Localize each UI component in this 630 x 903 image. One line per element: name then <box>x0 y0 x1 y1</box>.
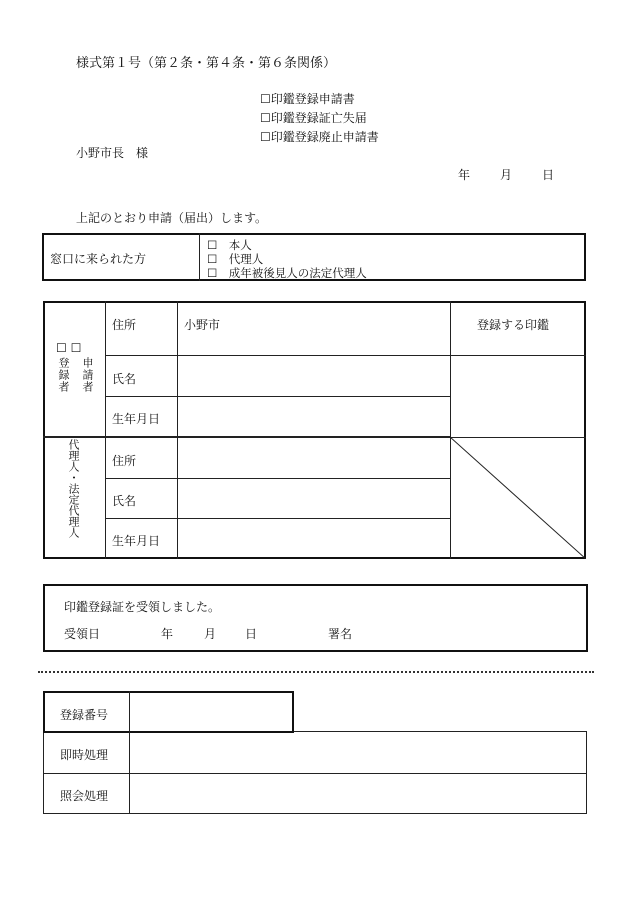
birth-label: 生年月日 <box>112 412 161 426</box>
address-value[interactable]: 小野市 <box>184 318 221 332</box>
immediate-label: 即時処理 <box>60 748 109 762</box>
seal-na-diagonal <box>450 437 586 559</box>
receipt-month: 月 <box>204 627 217 641</box>
inquiry-label: 照会処理 <box>60 789 109 803</box>
date-month: 月 <box>500 168 513 182</box>
address-label: 住所 <box>112 318 137 332</box>
seal-label: 登録する印鑑 <box>477 318 550 332</box>
option-seal-registration[interactable]: ☐印鑑登録申請書 <box>260 92 355 106</box>
reg-number-label: 登録番号 <box>60 708 109 722</box>
visitor-label: 窓口に来られた方 <box>50 252 147 266</box>
receipt-date-label: 受領日 <box>64 627 101 641</box>
receipt-year: 年 <box>161 627 174 641</box>
agent-birth-label: 生年月日 <box>112 534 161 548</box>
visitor-option-agent[interactable]: ☐ 代理人 <box>207 252 264 266</box>
visitor-option-self[interactable]: ☐ 本人 <box>207 238 252 252</box>
registrant-label: 登録者 <box>57 357 70 393</box>
receipt-box <box>43 584 588 652</box>
agent-address-label: 住所 <box>112 454 137 468</box>
agent-label: 代理人・法定代理人 <box>67 439 80 538</box>
cut-line <box>38 671 594 673</box>
option-registration-abolition[interactable]: ☐印鑑登録廃止申請書 <box>260 130 379 144</box>
name-label: 氏名 <box>112 372 137 386</box>
intro-text: 上記のとおり申請（届出）します。 <box>76 211 268 225</box>
receipt-day: 日 <box>245 627 258 641</box>
form-number: 様式第１号（第２条・第４条・第６条関係） <box>76 56 337 71</box>
visitor-option-guardian[interactable]: ☐ 成年被後見人の法定代理人 <box>207 266 367 280</box>
agent-name-label: 氏名 <box>112 494 137 508</box>
option-card-lost[interactable]: ☐印鑑登録証亡失届 <box>260 111 367 125</box>
date-day: 日 <box>542 168 555 182</box>
signature-label: 署名 <box>328 627 353 641</box>
applicant-label: 申請者 <box>81 357 94 393</box>
receipt-statement: 印鑑登録証を受領しました。 <box>64 600 221 614</box>
date-year: 年 <box>458 168 471 182</box>
applicant-checkboxes[interactable]: ☐ ☐ <box>56 341 82 355</box>
addressee: 小野市長 様 <box>76 146 149 160</box>
